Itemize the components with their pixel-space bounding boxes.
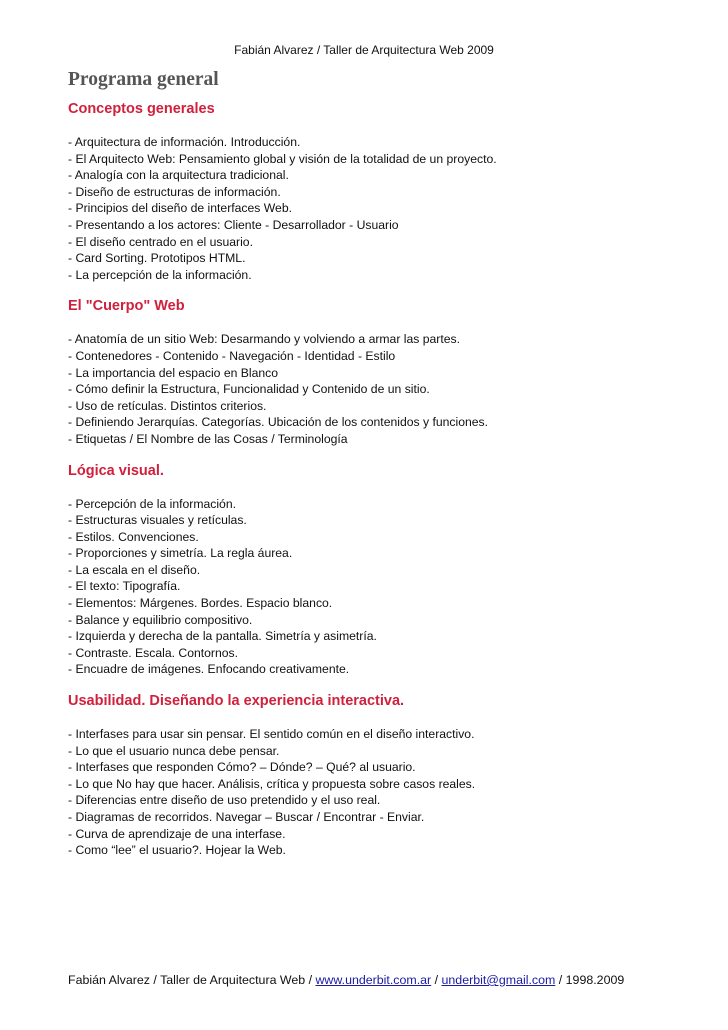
list-item: - Uso de retículas. Distintos criterios. (68, 398, 267, 413)
list-item: - Elementos: Márgenes. Bordes. Espacio blanco. (68, 596, 333, 611)
list-item: - Principios del diseño de interfaces Web. (68, 201, 293, 216)
list-item: - Anatomía de un sitio Web: Desarmando y volviendo a armar las partes. (68, 332, 460, 347)
list-item: - La importancia del espacio en Blanco (68, 365, 279, 380)
list-item: - Balance y equilibrio compositivo. (68, 612, 253, 627)
list-item: - Interfases para usar sin pensar. El sentido común en el diseño interactivo. (68, 727, 475, 742)
item-list (68, 496, 688, 679)
page-title: Programa general (68, 69, 219, 90)
list-item: - El diseño centrado en el usuario. (68, 234, 253, 249)
section-el-cuerpo-web (68, 297, 688, 447)
footer-separator: / (431, 973, 442, 987)
page-header: Fabián Alvarez / Taller de Arquitectura Web 2009 (234, 43, 494, 57)
list-item: - Lo que el usuario nunca debe pensar. (68, 743, 280, 758)
list-item: - Curva de aprendizaje de una interfase. (68, 826, 286, 841)
list-item: - Como “lee” el usuario?. Hojear la Web. (68, 843, 286, 858)
page-footer (68, 973, 708, 988)
list-item: - Arquitectura de información. Introducción. (68, 135, 301, 149)
list-item: - Etiquetas / El Nombre de las Cosas / Terminología (68, 431, 348, 446)
section-title: El "Cuerpo" Web (68, 298, 185, 315)
list-item: - Estilos. Convenciones. (68, 529, 199, 544)
list-item: - La percepción de la información. (68, 267, 252, 282)
document-body (68, 68, 688, 873)
website-link[interactable]: www.underbit.com.ar (315, 973, 432, 987)
footer-author: Fabián Alvarez / Taller de Arquitectura Web / (68, 973, 316, 987)
section-usabilidad (68, 692, 688, 859)
email-link[interactable]: underbit@gmail.com (441, 973, 556, 987)
list-item: - Contenedores - Contenido - Navegación - Identidad - Estilo (68, 348, 396, 363)
list-item: - Card Sorting. Prototipos HTML. (68, 251, 246, 266)
list-item: - Cómo definir la Estructura, Funcionalidad y Contenido de un sitio. (68, 382, 430, 397)
list-item: - Diferencias entre diseño de uso pretendido y el uso real. (68, 793, 381, 808)
list-item: - Lo que No hay que hacer. Análisis, crítica y propuesta sobre casos reales. (68, 776, 476, 791)
list-item: - Proporciones y simetría. La regla áurea. (68, 546, 293, 561)
section-conceptos-generales (68, 100, 688, 283)
list-item: - El Arquitecto Web: Pensamiento global y visión de la totalidad de un proyecto. (68, 151, 497, 166)
list-item: - Encuadre de imágenes. Enfocando creativamente. (68, 662, 350, 677)
list-item: - El texto: Tipografía. (68, 579, 181, 594)
list-item: - Diseño de estructuras de información. (68, 184, 281, 199)
item-list (68, 726, 688, 859)
section-logica-visual (68, 462, 688, 679)
list-item: - Contraste. Escala. Contornos. (68, 645, 239, 660)
list-item: - Izquierda y derecha de la pantalla. Simetría y asimetría. (68, 629, 377, 644)
section-title: Lógica visual. (68, 462, 164, 479)
section-title: Conceptos generales (68, 101, 215, 117)
list-item: - Presentando a los actores: Cliente - Desarrollador - Usuario (68, 217, 399, 232)
item-list (68, 331, 688, 447)
list-item: - Estructuras visuales y retículas. (68, 513, 247, 528)
item-list (68, 134, 688, 283)
section-title: Usabilidad. Diseñando la experiencia interactiva. (68, 693, 405, 710)
list-item: - Percepción de la información. (68, 496, 237, 511)
list-item: - Analogía con la arquitectura tradicional. (68, 168, 289, 183)
list-item: - La escala en el diseño. (68, 562, 201, 577)
list-item: - Diagramas de recorridos. Navegar – Buscar / Encontrar - Enviar. (68, 810, 425, 824)
list-item: - Definiendo Jerarquías. Categorías. Ubicación de los contenidos y funciones. (68, 415, 489, 430)
list-item: - Interfases que responden Cómo? – Dónde? – Qué? al usuario. (68, 760, 416, 775)
footer-years: / 1998.2009 (555, 973, 625, 987)
